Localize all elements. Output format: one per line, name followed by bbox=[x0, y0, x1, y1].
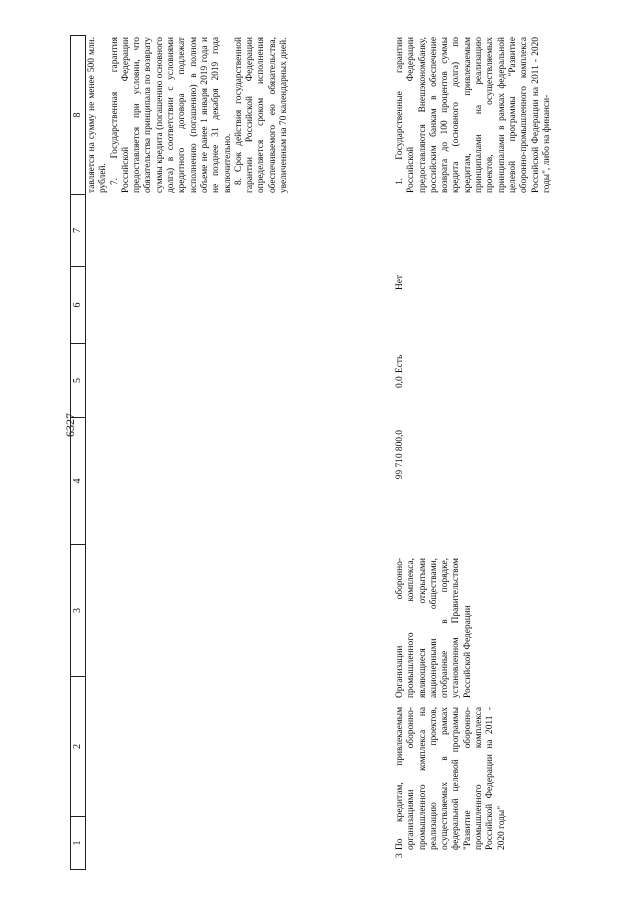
header-col-4: 4 bbox=[71, 418, 85, 545]
header-col-8: 8 bbox=[71, 35, 85, 195]
col8-cont-para-3: 8. Срок действия государственной гарантии Российской Федерации определяется сроком исполнения обеспечиваемого ею обязательства, увеличенным на 70 календарных дней. bbox=[233, 37, 290, 193]
row3-col6-value: Есть bbox=[395, 354, 405, 373]
header-col-7: 7 bbox=[71, 195, 85, 267]
header-col-5: 5 bbox=[71, 344, 85, 418]
row3-col7-value: Нет bbox=[395, 274, 405, 290]
header-col-6: 6 bbox=[71, 267, 85, 344]
row3-amount: 99 710 800,0 bbox=[395, 430, 405, 480]
table-header-row bbox=[70, 35, 86, 870]
row3-number: 3 bbox=[395, 853, 405, 858]
page-number: 6327 bbox=[63, 413, 77, 437]
row3-conditions: 1. Государственные гарантии Российской Федерации предоставляются Внешэкономбанку, российским банкам в обеспечение возврата до 100 процентов суммы кредита (основного долга) по кредитам, привлекаемым принципалами на реализацию проектов, осуществляемых принципалами в рамках федеральной целевой программы "Развитие оборонно-промышленного комплекса Российской Федерации на 2011 - 2020 годы", либо на финанси- bbox=[395, 37, 552, 193]
rotated-table bbox=[70, 35, 605, 870]
row3-col5-value: 0,0 bbox=[395, 376, 405, 388]
col8-cont-para-1: тавляется на сумму не менее 500 млн. рублей. bbox=[87, 37, 109, 193]
col8-cont-para-2: 7. Государственная гарантия Российской Федерации предоставляется при условии, что обязательства принципала по возврату суммы кредита (погашению основного долга) в соответствии с условиями кредитного договора подлежат исполнению (погашению) в полном объеме не ранее 1 января 2019 года и не позднее 31 декабря 2019 года включительно. bbox=[109, 37, 233, 193]
col8-continuation bbox=[87, 37, 290, 193]
header-col-3: 3 bbox=[71, 545, 85, 677]
header-col-2: 2 bbox=[71, 677, 85, 817]
row3-principal: Организации оборонно-промышленного комплекса, являющиеся открытыми акционерными обществами, отобранные в порядке, установленном Правительством Российской Федерации bbox=[395, 558, 473, 698]
header-col-1: 1 bbox=[71, 817, 85, 870]
row3-purpose: По кредитам, привлекаемым организациями оборонно-промышленного комплекса на реализацию проектов, осуществляемых в рамках федеральной целевой программы "Развитие оборонно-промышленного комплекса Российской Федерации на 2011 - 2020 годы" bbox=[395, 707, 507, 850]
